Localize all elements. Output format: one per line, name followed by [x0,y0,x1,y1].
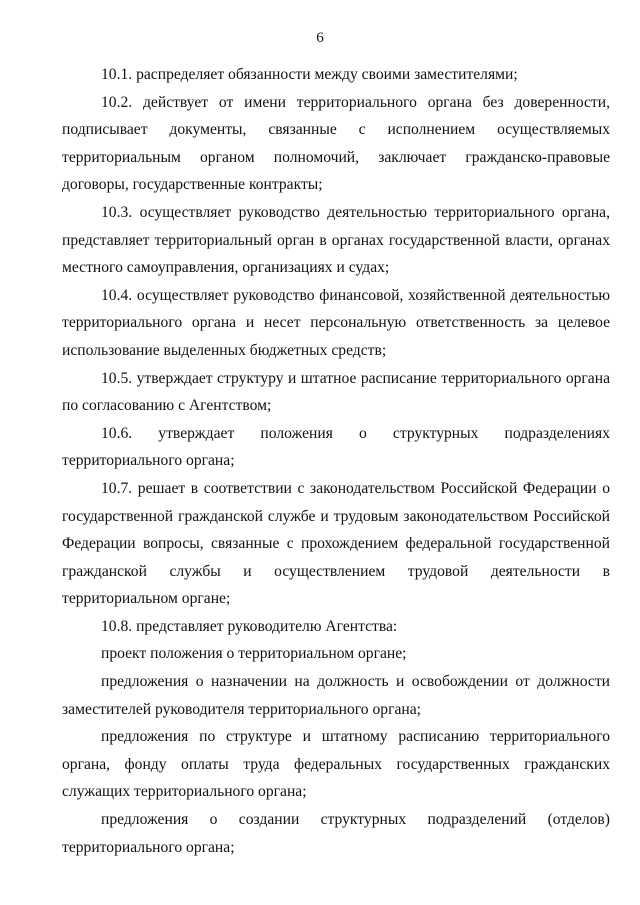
paragraph-10-3: 10.3. осуществляет руководство деятельностью территориального органа, представляет территориальный орган в органах государственной власти, органах местного самоуправления, организациях и судах; [62,203,610,277]
paragraph-10-6: 10.6. утверждает положения о структурных подразделениях территориального органа; [62,424,610,470]
list-item-draft-regulation: проект положения о территориальном органе; [101,645,407,663]
paragraph-10-5: 10.5. утверждает структуру и штатное расписание территориального органа по согласованию с Агентством; [62,369,610,415]
list-item-structure-staffing: предложения по структуре и штатному расписанию территориального органа, фонду оплаты труда федеральных государственных гражданских служащих территориального органа; [62,728,610,801]
paragraph-10-4: 10.4. осуществляет руководство финансовой, хозяйственной деятельностью территориального органа и несет персональную ответственность за целевое использование выделенных бюджетных средств; [62,286,610,359]
list-item-deputy-appointment: предложения о назначении на должность и освобождении от должности заместителей руководителя территориального органа; [62,673,610,718]
paragraph-10-1: 10.1. распределяет обязанности между своими заместителями; [101,66,518,83]
paragraph-10-7: 10.7. решает в соответствии с законодательством Российской Федерации о государственной гражданской службе и трудовым законодательством Российской Федерации вопросы, связанные с прохождением федеральной государственной гражданской службы и осуществлением трудовой деятельности в территориальном органе; [62,479,610,608]
page-number: 6 [316,30,324,46]
paragraph-10-8: 10.8. представляет руководителю Агентства: [101,617,398,635]
list-item-structural-units: предложения о создании структурных подразделений (отделов) территориального органа; [62,811,610,856]
paragraph-10-2: 10.2. действует от имени территориального органа без доверенности, подписывает документы, связанные с исполнением осуществляемых территориальным органом полномочий, заключает гражданско-правовые договоры, государственные контракты; [62,93,610,194]
document-body [62,61,610,861]
